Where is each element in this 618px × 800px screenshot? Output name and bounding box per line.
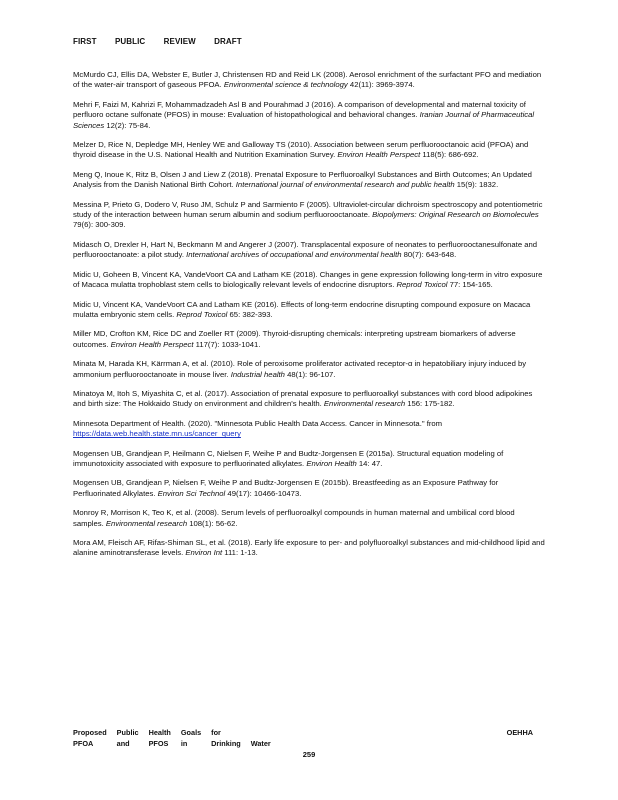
draft-header — [73, 37, 258, 46]
reference-entry: Midic U, Goheen B, Vincent KA, VandeVoort CA and Latham KE (2018). Changes in gene expression following long-term in vitro exposure of Macaca mulatta trophoblast stem cells to biologically relevant levels of endocrine disruptors. Reprod Toxicol 77: 154-165. — [73, 269, 543, 290]
reference-entry: Midasch O, Drexler H, Hart N, Beckmann M and Angerer J (2007). Transplacental exposure of neonates to perfluorooctanesulfonate and perfluorooctanoate: a pilot study. International archives of occupational and environmental health 80(7): 643-648. — [73, 239, 538, 260]
footer-word: Proposed — [73, 728, 107, 737]
reference-entry: McMurdo CJ, Ellis DA, Webster E, Butler J, Christensen RD and Reid LK (2008). Aerosol enrichment of the surfactant PFO and mediation of the water-air transport of gaseous PFOA. Environmental science & technology 42(11): 3969-3974. — [73, 70, 542, 90]
footer-word: PFOA — [73, 739, 94, 748]
footer-org: OEHHA — [506, 728, 533, 737]
footer-word: PFOS — [148, 739, 169, 748]
header-word: PUBLIC — [114, 37, 146, 46]
footer-word: Water — [250, 739, 271, 748]
reference-entry: Miller MD, Crofton KM, Rice DC and Zoeller RT (2009). Thyroid-disrupting chemicals: interpreting upstream biomarkers of adverse outcomes. Environ Health Perspect 117(7): 1033-1041. — [73, 329, 516, 349]
reference-entry: Mehri F, Faizi M, Kahrizi F, Mohammadzadeh Asl B and Pourahmad J (2016). A comparison of developmental and maternal toxicity of perfluoro octane sulfonate (PFOS) in mouse: Evaluation of histopathological and behavioral changes. Iranian Journal of Pharmaceutical Sciences 12(2): 75-84. — [73, 99, 535, 130]
header-word: REVIEW — [163, 37, 196, 46]
page-number: 259 — [302, 750, 316, 759]
reference-entry: Mora AM, Fleisch AF, Rifas-Shiman SL, et al. (2018). Early life exposure to per- and polyfluoroalkyl substances and mid-childhood lipid and alanine aminotransferase levels. Environ Int 111: 1-13. — [73, 538, 545, 558]
header-word: FIRST — [73, 37, 97, 46]
reference-entry: Minatoya M, Itoh S, Miyashita C, et al. (2017). Association of prenatal exposure to perfluoroalkyl substances with cord blood adipokines and birth size: The Hokkaido Study on environment and children's health. Environmental research 156: 175-182. — [73, 388, 533, 409]
footer-word: Drinking — [211, 739, 241, 748]
reference-entry: Meng Q, Inoue K, Ritz B, Olsen J and Liew Z (2018). Prenatal Exposure to Perfluoroalkyl Substances and Birth Outcomes; An Updated Analysis from the Danish National Birth Cohort. International journal of environmental research and public health 15(9): 1832. — [73, 169, 532, 190]
footer-word: Health — [148, 728, 171, 737]
footer-title — [73, 728, 281, 750]
reference-entry: Mogensen UB, Grandjean P, Heilmann C, Nielsen F, Weihe P and Budtz-Jorgensen E (2015a). Structural equation modeling of immunotoxicity associated with exposure to perfluorinated alkylates. Environ Health 14: 47. — [73, 448, 504, 468]
footer-word: Goals — [180, 728, 202, 737]
footer-word: in — [180, 739, 188, 748]
reference-entry: Monroy R, Morrison K, Teo K, et al. (2008). Serum levels of perfluoroalkyl compounds in human maternal and umbilical cord blood samples. Environmental research 108(1): 56-62. — [73, 508, 515, 528]
reference-entry: Mogensen UB, Grandjean P, Nielsen F, Weihe P and Budtz-Jorgensen E (2015b). Breastfeeding as an Exposure Pathway for Perfluorinated Alkylates. Environ Sci Technol 49(17): 10466-10473. — [73, 478, 499, 498]
reference-entry: Minata M, Harada KH, Kärrman A, et al. (2010). Role of peroxisome proliferator activated receptor-α in hepatobiliary injury induced by ammonium perfluorooctanoate in mouse liver. Industrial health 48(1): 96-107. — [73, 359, 527, 379]
footer-word: Public — [116, 728, 139, 737]
page-footer — [73, 728, 545, 750]
header-word: DRAFT — [214, 37, 242, 46]
reference-entry: Melzer D, Rice N, Depledge MH, Henley WE and Galloway TS (2010). Association between serum perfluorooctanoic acid (PFOA) and thyroid disease in the U.S. National Health and Nutrition Examination Survey. Environ Health Perspect 118(5): 686-692. — [73, 140, 529, 160]
cancer-query-link[interactable]: https://data.web.health.state.mn.us/cancer_query — [73, 429, 241, 439]
footer-word: for — [211, 728, 221, 737]
reference-entry: Minnesota Department of Health. (2020). "Minnesota Public Health Data Access. Cancer in Minnesota." from https://data.web.health.state.mn.us/cancer_query — [73, 418, 443, 439]
reference-list — [73, 70, 545, 568]
reference-entry: Messina P, Prieto G, Dodero V, Ruso JM, Schulz P and Sarmiento F (2005). Ultraviolet-circular dichroism spectroscopy and potentiometric study of the interaction between human serum albumin and sodium perfluorooctanoate. Biopolymers: Original Research on Biomolecules 79(6): 300-309. — [73, 199, 543, 230]
footer-word: and — [116, 739, 130, 748]
reference-entry: Midic U, Vincent KA, VandeVoort CA and Latham KE (2016). Effects of long-term endocrine disrupting compound exposure on Macaca mulatta embryonic stem cells. Reprod Toxicol 65: 382-393. — [73, 299, 531, 319]
